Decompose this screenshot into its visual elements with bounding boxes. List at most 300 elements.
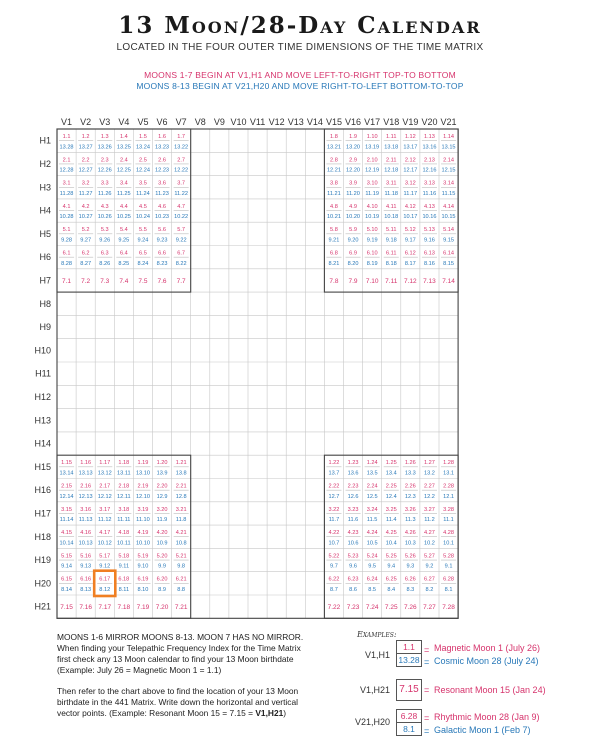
cell-v15-h15-pink: 1.22 bbox=[328, 460, 340, 467]
cell-v17-h18-pink: 4.24 bbox=[366, 530, 378, 537]
cell-v20-h18-blue: 10.2 bbox=[424, 540, 435, 547]
column-header-v16: V16 bbox=[345, 117, 362, 127]
cell-v2-h19-pink: 5.16 bbox=[80, 553, 92, 560]
cell-v17-h2-blue: 12.19 bbox=[365, 167, 380, 174]
row-header-h4: H4 bbox=[39, 205, 51, 216]
cell-v3-h16-blue: 12.12 bbox=[97, 493, 112, 500]
cell-v17-h1-pink: 1.10 bbox=[366, 134, 378, 140]
cell-v5-h17-blue: 11.10 bbox=[136, 517, 150, 524]
cell-v1-h19-blue: 9.14 bbox=[61, 563, 72, 570]
cell-v21-h21-pink: 7.28 bbox=[442, 604, 455, 612]
cell-v6-h6-pink: 6.6 bbox=[158, 250, 166, 257]
row-header-h16: H16 bbox=[34, 485, 51, 496]
cell-v15-h1-blue: 13.21 bbox=[326, 144, 341, 151]
cell-v16-h6-blue: 8.20 bbox=[347, 260, 359, 267]
cell-v2-h17-pink: 3.16 bbox=[80, 506, 92, 513]
cell-v7-h15-pink: 1.21 bbox=[175, 460, 187, 467]
cell-v6-h4-pink: 4.6 bbox=[158, 203, 166, 210]
cell-v19-h16-blue: 12.3 bbox=[404, 493, 416, 500]
cell-v18-h1-pink: 1.11 bbox=[386, 134, 397, 140]
cell-v21-h18-pink: 4.28 bbox=[443, 530, 454, 537]
cell-v19-h2-pink: 2.12 bbox=[404, 157, 416, 164]
cell-v21-h19-pink: 5.28 bbox=[443, 553, 454, 560]
cell-v15-h18-pink: 4.22 bbox=[328, 530, 340, 537]
cell-v1-h6-blue: 8.28 bbox=[61, 260, 72, 267]
cell-v20-h1-pink: 1.13 bbox=[424, 134, 435, 140]
cell-v3-h18-blue: 10.12 bbox=[97, 540, 112, 547]
cell-v19-h19-blue: 9.3 bbox=[406, 563, 415, 570]
cell-v15-h19-blue: 9.7 bbox=[330, 563, 338, 570]
cell-v18-h6-blue: 8.18 bbox=[385, 260, 397, 267]
cell-v20-h15-pink: 1.27 bbox=[424, 460, 435, 467]
column-header-v10: V10 bbox=[230, 117, 247, 127]
column-header-v19: V19 bbox=[402, 117, 419, 127]
cell-v21-h15-blue: 13.1 bbox=[443, 470, 454, 477]
cell-v2-h16-pink: 2.16 bbox=[80, 483, 92, 490]
cell-v7-h2-pink: 2.7 bbox=[177, 157, 186, 164]
cell-v18-h17-pink: 3.25 bbox=[385, 506, 397, 513]
cell-v20-h7-pink: 7.13 bbox=[423, 277, 436, 285]
instruction-text: vector points. (Example: Resonant Moon 15 = 7.15 = bbox=[57, 708, 256, 718]
cell-v7-h19-pink: 5.21 bbox=[175, 553, 187, 560]
cell-v19-h15-blue: 13.3 bbox=[404, 470, 416, 477]
cell-v18-h15-pink: 1.25 bbox=[385, 460, 397, 467]
cell-v17-h3-pink: 3.10 bbox=[366, 180, 378, 187]
cell-v3-h1-blue: 13.26 bbox=[97, 144, 112, 151]
cell-v19-h20-pink: 6.26 bbox=[404, 576, 416, 583]
cell-v7-h5-blue: 9.22 bbox=[175, 237, 187, 244]
cell-v6-h17-pink: 3.20 bbox=[156, 506, 168, 513]
cell-v16-h15-blue: 13.6 bbox=[347, 470, 359, 477]
cell-v4-h1-blue: 13.25 bbox=[116, 144, 131, 151]
cell-v4-h2-pink: 2.4 bbox=[119, 157, 128, 164]
cell-v4-h2-blue: 12.25 bbox=[116, 167, 131, 174]
cell-v5-h1-pink: 1.5 bbox=[139, 134, 147, 140]
cell-v2-h19-blue: 9.13 bbox=[80, 563, 92, 570]
cell-v18-h16-blue: 12.4 bbox=[385, 493, 397, 500]
cell-v7-h20-blue: 8.8 bbox=[177, 587, 186, 593]
cell-v19-h2-blue: 12.17 bbox=[403, 167, 418, 174]
cell-v17-h15-pink: 1.24 bbox=[366, 460, 378, 467]
example-3-box bbox=[396, 709, 422, 736]
column-header-v3: V3 bbox=[99, 117, 111, 127]
column-header-v14: V14 bbox=[306, 117, 323, 127]
cell-v5-h16-blue: 12.10 bbox=[135, 493, 150, 500]
cell-v15-h4-pink: 4.8 bbox=[330, 203, 338, 210]
cell-v17-h4-blue: 10.19 bbox=[365, 214, 380, 221]
cell-v20-h6-pink: 6.13 bbox=[424, 250, 435, 257]
cell-v2-h1-blue: 13.27 bbox=[78, 144, 93, 151]
cell-v20-h2-pink: 2.13 bbox=[424, 157, 435, 164]
column-header-v21: V21 bbox=[440, 117, 457, 127]
cell-v7-h17-blue: 11.8 bbox=[175, 517, 187, 524]
cell-v18-h6-pink: 6.11 bbox=[386, 250, 397, 257]
page-subtitle: LOCATED IN THE FOUR OUTER TIME DIMENSIONS OF THE TIME MATRIX bbox=[116, 42, 484, 53]
cell-v6-h15-pink: 1.20 bbox=[156, 460, 168, 467]
cell-v1-h4-blue: 10.28 bbox=[59, 214, 74, 221]
cell-v6-h2-pink: 2.6 bbox=[158, 157, 166, 164]
cell-v6-h1-blue: 13.23 bbox=[155, 144, 170, 151]
cell-v7-h1-blue: 13.22 bbox=[174, 144, 189, 151]
cell-v3-h4-pink: 4.3 bbox=[100, 203, 109, 210]
cell-v4-h5-pink: 5.4 bbox=[119, 227, 128, 234]
cell-v20-h18-pink: 4.27 bbox=[424, 530, 435, 537]
cell-v3-h7-pink: 7.3 bbox=[100, 277, 110, 285]
cell-v5-h15-pink: 1.19 bbox=[137, 460, 149, 467]
cell-v3-h3-blue: 11.26 bbox=[97, 190, 112, 197]
cell-v6-h18-pink: 4.20 bbox=[156, 530, 168, 537]
cell-v16-h5-blue: 9.20 bbox=[347, 237, 359, 244]
cell-v20-h16-pink: 2.27 bbox=[424, 483, 435, 490]
cell-v1-h17-pink: 3.15 bbox=[61, 506, 72, 513]
cell-v3-h1-pink: 1.3 bbox=[100, 134, 109, 140]
cell-v21-h15-pink: 1.28 bbox=[443, 460, 454, 467]
cell-v6-h3-pink: 3.6 bbox=[158, 180, 166, 187]
cell-v16-h20-blue: 8.6 bbox=[349, 587, 357, 593]
cell-v15-h17-pink: 3.22 bbox=[328, 506, 340, 513]
cell-v7-h3-blue: 11.22 bbox=[174, 190, 188, 197]
cell-v21-h7-pink: 7.14 bbox=[442, 277, 455, 285]
cell-v20-h5-pink: 5.13 bbox=[424, 227, 435, 234]
cell-v2-h16-blue: 12.13 bbox=[78, 493, 93, 500]
cell-v17-h3-blue: 11.19 bbox=[365, 190, 379, 197]
cell-v21-h20-pink: 6.28 bbox=[443, 576, 454, 583]
cell-v21-h1-pink: 1.14 bbox=[443, 134, 454, 140]
cell-v1-h4-pink: 4.1 bbox=[62, 203, 71, 210]
cell-v16-h18-blue: 10.6 bbox=[347, 540, 359, 547]
cell-v5-h7-pink: 7.5 bbox=[138, 277, 148, 285]
cell-v16-h4-pink: 4.9 bbox=[349, 203, 357, 210]
cell-v16-h7-pink: 7.9 bbox=[348, 277, 358, 285]
cell-v3-h15-pink: 1.17 bbox=[99, 460, 111, 467]
cell-v16-h18-pink: 4.23 bbox=[347, 530, 359, 537]
cell-v1-h1-blue: 13.28 bbox=[59, 144, 74, 151]
cell-v1-h2-blue: 12.28 bbox=[59, 167, 74, 174]
cell-v19-h18-pink: 4.26 bbox=[404, 530, 416, 537]
cell-v17-h18-blue: 10.5 bbox=[366, 540, 378, 547]
cell-v21-h2-blue: 12.15 bbox=[441, 167, 456, 174]
cell-v21-h3-blue: 11.15 bbox=[441, 190, 456, 197]
cell-v3-h20-blue: 8.12 bbox=[99, 587, 111, 593]
row-header-h20: H20 bbox=[34, 578, 51, 589]
cell-v5-h2-blue: 12.24 bbox=[135, 167, 150, 174]
instruction-bold-vector: V1,H21 bbox=[255, 708, 284, 718]
cell-v19-h15-pink: 1.26 bbox=[404, 460, 416, 467]
cell-v16-h17-blue: 11.6 bbox=[347, 517, 359, 524]
cell-v17-h6-pink: 6.10 bbox=[366, 250, 378, 257]
column-header-v8: V8 bbox=[194, 117, 206, 127]
row-header-h2: H2 bbox=[39, 158, 51, 169]
example-3-bottom: 8.1 bbox=[403, 724, 415, 734]
cell-v5-h4-blue: 10.24 bbox=[135, 214, 150, 221]
cell-v15-h1-pink: 1.8 bbox=[330, 134, 338, 140]
cell-v5-h19-pink: 5.19 bbox=[137, 553, 149, 560]
cell-v2-h1-pink: 1.2 bbox=[81, 134, 90, 140]
cell-v1-h3-pink: 3.1 bbox=[62, 180, 71, 187]
cell-v19-h5-pink: 5.12 bbox=[404, 227, 416, 234]
cell-v5-h3-blue: 11.24 bbox=[136, 190, 150, 197]
cell-v17-h20-blue: 8.5 bbox=[368, 587, 377, 593]
instruction-line bbox=[57, 708, 347, 719]
cell-v3-h16-pink: 2.17 bbox=[99, 483, 111, 490]
cell-v2-h4-pink: 4.2 bbox=[81, 203, 90, 210]
cell-v2-h15-pink: 1.16 bbox=[80, 460, 92, 467]
cell-v15-h4-blue: 10.21 bbox=[326, 214, 341, 221]
example-3-label: V21,H20 bbox=[354, 717, 390, 727]
cell-v18-h2-pink: 2.11 bbox=[386, 157, 397, 164]
cell-v6-h1-pink: 1.6 bbox=[158, 134, 166, 140]
cell-v15-h5-blue: 9.21 bbox=[328, 237, 340, 244]
cell-v17-h20-pink: 6.24 bbox=[366, 576, 378, 583]
example-1-label: V1,H1 bbox=[364, 650, 390, 660]
cell-v5-h20-blue: 8.10 bbox=[137, 587, 149, 593]
cell-v19-h19-pink: 5.26 bbox=[404, 553, 416, 560]
cell-v18-h5-blue: 9.18 bbox=[385, 237, 397, 244]
row-header-h11: H11 bbox=[35, 368, 51, 379]
cell-v17-h2-pink: 2.10 bbox=[366, 157, 378, 164]
example-1-eq-bottom: = bbox=[424, 657, 430, 667]
row-header-h21: H21 bbox=[34, 601, 51, 612]
example-1-desc-top: Magnetic Moon 1 (July 26) bbox=[434, 643, 541, 653]
row-header-h6: H6 bbox=[39, 252, 51, 263]
cell-v5-h1-blue: 13.24 bbox=[135, 144, 150, 151]
cell-v2-h18-pink: 4.16 bbox=[80, 530, 92, 537]
note-moons-8-13: MOONS 8-13 BEGIN AT V21,H20 AND MOVE RIGHT-TO-LEFT BOTTOM-TO-TOP bbox=[136, 81, 464, 91]
column-header-v20: V20 bbox=[421, 117, 438, 127]
cell-v20-h15-blue: 13.2 bbox=[424, 470, 435, 477]
cell-v4-h18-pink: 4.18 bbox=[118, 530, 130, 537]
column-header-v6: V6 bbox=[156, 117, 168, 127]
cell-v4-h6-pink: 6.4 bbox=[119, 250, 128, 257]
cell-v17-h21-pink: 7.24 bbox=[365, 604, 379, 612]
cell-v2-h17-blue: 11.13 bbox=[78, 517, 93, 524]
cell-v19-h6-blue: 8.17 bbox=[404, 260, 416, 267]
cell-v17-h19-pink: 5.24 bbox=[366, 553, 378, 560]
cell-v1-h5-pink: 5.1 bbox=[62, 227, 71, 234]
example-2-label: V1,H21 bbox=[359, 685, 390, 695]
cell-v4-h17-pink: 3.18 bbox=[118, 506, 130, 513]
cell-v7-h2-blue: 12.22 bbox=[174, 167, 189, 174]
example-3-eq-top: = bbox=[424, 713, 430, 723]
cell-v5-h5-blue: 9.24 bbox=[137, 237, 149, 244]
cell-v20-h5-blue: 9.16 bbox=[424, 237, 435, 244]
cell-v1-h6-pink: 6.1 bbox=[62, 250, 71, 257]
cell-v16-h21-pink: 7.23 bbox=[346, 604, 360, 612]
cell-v2-h5-pink: 5.2 bbox=[81, 227, 90, 234]
cell-v2-h7-pink: 7.2 bbox=[81, 277, 91, 285]
cell-v18-h21-pink: 7.25 bbox=[384, 604, 398, 612]
cell-v19-h21-pink: 7.26 bbox=[404, 604, 417, 612]
cell-v4-h15-blue: 13.11 bbox=[117, 470, 131, 477]
cell-v21-h1-blue: 13.15 bbox=[441, 144, 456, 151]
cell-v15-h2-blue: 12.21 bbox=[326, 167, 341, 174]
cell-v21-h17-blue: 11.1 bbox=[443, 517, 454, 524]
note-moons-1-7: MOONS 1-7 BEGIN AT V1,H1 AND MOVE LEFT-TO-RIGHT TOP-TO BOTTOM bbox=[144, 70, 456, 80]
cell-v17-h15-blue: 13.5 bbox=[366, 470, 378, 477]
example-3-top: 6.28 bbox=[397, 710, 421, 723]
row-header-h14: H14 bbox=[34, 438, 51, 449]
cell-v15-h20-blue: 8.7 bbox=[330, 587, 338, 593]
cell-v3-h19-pink: 5.17 bbox=[99, 553, 111, 560]
cell-v21-h20-blue: 8.1 bbox=[444, 587, 453, 593]
cell-v5-h21-pink: 7.19 bbox=[136, 604, 150, 612]
instruction-line: When finding your Telepathic Frequency Index for the Time Matrix bbox=[57, 643, 301, 653]
cell-v6-h2-blue: 12.23 bbox=[155, 167, 170, 174]
cell-v16-h15-pink: 1.23 bbox=[347, 460, 359, 467]
cell-v15-h19-pink: 5.22 bbox=[328, 553, 340, 560]
cell-v1-h16-pink: 2.15 bbox=[61, 483, 72, 490]
cell-v5-h18-blue: 10.10 bbox=[135, 540, 150, 547]
instruction-line: (Example: July 26 = Magnetic Moon 1 = 1.1) bbox=[57, 665, 222, 675]
cell-v1-h20-pink: 6.15 bbox=[61, 576, 72, 583]
cell-v6-h3-blue: 11.23 bbox=[155, 190, 169, 197]
column-header-v2: V2 bbox=[80, 117, 92, 127]
instruction-line: birthdate in the 441 Matrix. Write down the horizontal and vertical bbox=[57, 697, 298, 707]
example-1-eq-top: = bbox=[424, 645, 430, 655]
cell-v21-h18-blue: 10.1 bbox=[443, 540, 454, 547]
cell-v7-h20-pink: 6.21 bbox=[175, 576, 187, 583]
cell-v21-h4-pink: 4.14 bbox=[443, 203, 454, 210]
cell-v16-h1-pink: 1.9 bbox=[349, 134, 357, 140]
cell-v6-h19-pink: 5.20 bbox=[156, 553, 168, 560]
cell-v18-h2-blue: 12.18 bbox=[384, 167, 399, 174]
column-header-v18: V18 bbox=[383, 117, 400, 127]
cell-v20-h4-blue: 10.16 bbox=[422, 214, 437, 221]
cell-v16-h17-pink: 3.23 bbox=[347, 506, 359, 513]
cell-v4-h5-blue: 9.25 bbox=[118, 237, 130, 244]
cell-v6-h6-blue: 8.23 bbox=[156, 260, 168, 267]
cell-v3-h15-blue: 13.12 bbox=[97, 470, 112, 477]
column-header-v7: V7 bbox=[175, 117, 187, 127]
cell-v6-h17-blue: 11.9 bbox=[156, 517, 168, 524]
cell-v15-h16-blue: 12.7 bbox=[328, 493, 340, 500]
cell-v16-h19-pink: 5.23 bbox=[347, 553, 359, 560]
cell-v19-h17-blue: 11.3 bbox=[405, 517, 416, 524]
cell-v17-h5-pink: 5.10 bbox=[366, 227, 378, 234]
example-2-eq: = bbox=[424, 685, 430, 695]
cell-v19-h18-blue: 10.3 bbox=[404, 540, 416, 547]
cell-v1-h19-pink: 5.15 bbox=[61, 553, 72, 560]
cell-v4-h17-blue: 11.11 bbox=[117, 517, 131, 524]
cell-v15-h3-pink: 3.8 bbox=[330, 180, 338, 187]
cell-v4-h19-blue: 9.11 bbox=[118, 563, 130, 570]
cell-v1-h15-pink: 1.15 bbox=[61, 460, 72, 467]
cell-v5-h19-blue: 9.10 bbox=[137, 563, 149, 570]
cell-v3-h3-pink: 3.3 bbox=[100, 180, 109, 187]
example-1-desc-bottom: Cosmic Moon 28 (July 24) bbox=[434, 656, 539, 666]
cell-v21-h16-blue: 12.1 bbox=[443, 493, 454, 500]
cell-v18-h3-blue: 11.18 bbox=[384, 190, 399, 197]
row-header-h13: H13 bbox=[34, 415, 51, 426]
cell-v20-h19-pink: 5.27 bbox=[424, 553, 435, 560]
cell-v1-h17-blue: 11.14 bbox=[59, 517, 74, 524]
example-2-desc: Resonant Moon 15 (Jan 24) bbox=[434, 685, 546, 695]
cell-v4-h6-blue: 8.25 bbox=[118, 260, 130, 267]
cell-v18-h1-blue: 13.18 bbox=[384, 144, 399, 151]
cell-v2-h2-blue: 12.27 bbox=[78, 167, 93, 174]
cell-v18-h7-pink: 7.11 bbox=[385, 277, 398, 285]
cell-v18-h18-blue: 10.4 bbox=[385, 540, 397, 547]
cell-v6-h19-blue: 9.9 bbox=[158, 563, 166, 570]
cell-v7-h1-pink: 1.7 bbox=[177, 134, 186, 140]
cell-v15-h17-blue: 11.7 bbox=[328, 517, 340, 524]
cell-v4-h4-pink: 4.4 bbox=[119, 203, 128, 210]
cell-v17-h4-pink: 4.10 bbox=[366, 203, 378, 210]
cell-v16-h16-pink: 2.23 bbox=[347, 483, 359, 490]
row-header-h15: H15 bbox=[34, 461, 51, 472]
cell-v6-h16-pink: 2.20 bbox=[156, 483, 168, 490]
cell-v20-h17-pink: 3.27 bbox=[424, 506, 435, 513]
example-3-eq-bottom: = bbox=[424, 726, 430, 736]
example-2-top: 7.15 bbox=[399, 684, 419, 695]
example-1-bottom: 13.28 bbox=[398, 655, 420, 665]
cell-v4-h20-blue: 8.11 bbox=[118, 587, 130, 593]
cell-v16-h2-blue: 12.20 bbox=[346, 167, 361, 174]
cell-v7-h15-blue: 13.8 bbox=[175, 470, 187, 477]
row-header-h9: H9 bbox=[39, 322, 51, 333]
row-header-h8: H8 bbox=[39, 298, 51, 309]
instruction-line: MOONS 1-6 MIRROR MOONS 8-13. MOON 7 HAS NO MIRROR. bbox=[57, 632, 304, 642]
cell-v19-h1-blue: 13.17 bbox=[403, 144, 418, 151]
cell-v20-h3-pink: 3.13 bbox=[424, 180, 435, 187]
cell-v19-h20-blue: 8.3 bbox=[406, 587, 415, 593]
cell-v17-h16-blue: 12.5 bbox=[366, 493, 378, 500]
cell-v1-h5-blue: 9.28 bbox=[61, 237, 72, 244]
cell-v6-h21-pink: 7.20 bbox=[155, 604, 169, 612]
cell-v7-h16-blue: 12.8 bbox=[175, 493, 187, 500]
cell-v20-h16-blue: 12.2 bbox=[424, 493, 435, 500]
cell-v3-h19-blue: 9.12 bbox=[99, 563, 111, 570]
cell-v3-h6-blue: 8.26 bbox=[99, 260, 111, 267]
cell-v6-h16-blue: 12.9 bbox=[156, 493, 168, 500]
cell-v6-h4-blue: 10.23 bbox=[155, 214, 170, 221]
example-3-desc-top: Rhythmic Moon 28 (Jan 9) bbox=[434, 712, 540, 722]
cell-v7-h7-pink: 7.7 bbox=[176, 277, 186, 285]
cell-v19-h16-pink: 2.26 bbox=[404, 483, 416, 490]
cell-v3-h20-pink: 6.17 bbox=[99, 576, 111, 583]
cell-v7-h19-blue: 9.8 bbox=[177, 563, 186, 570]
cell-v4-h3-pink: 3.4 bbox=[119, 180, 128, 187]
cell-v5-h5-pink: 5.5 bbox=[139, 227, 147, 234]
column-header-v12: V12 bbox=[268, 117, 285, 127]
cell-v4-h15-pink: 1.18 bbox=[118, 460, 130, 467]
cell-v1-h15-blue: 13.14 bbox=[59, 470, 74, 477]
row-header-h7: H7 bbox=[39, 275, 51, 286]
cell-v20-h19-blue: 9.2 bbox=[425, 563, 434, 570]
cell-v18-h4-pink: 4.11 bbox=[386, 203, 397, 210]
cell-v19-h7-pink: 7.12 bbox=[404, 277, 417, 285]
cell-v6-h7-pink: 7.6 bbox=[157, 277, 167, 285]
cell-v1-h18-blue: 10.14 bbox=[59, 540, 74, 547]
cell-v4-h20-pink: 6.18 bbox=[118, 576, 130, 583]
cell-v15-h6-blue: 8.21 bbox=[328, 260, 340, 267]
cell-v16-h16-blue: 12.6 bbox=[347, 493, 359, 500]
cell-v3-h5-pink: 5.3 bbox=[100, 227, 109, 234]
cell-v21-h5-blue: 9.15 bbox=[443, 237, 454, 244]
cell-v3-h2-pink: 2.3 bbox=[100, 157, 109, 164]
cell-v18-h18-pink: 4.25 bbox=[385, 530, 397, 537]
cell-v2-h20-pink: 6.16 bbox=[80, 576, 92, 583]
cell-v16-h1-blue: 13.20 bbox=[346, 144, 361, 151]
cell-v15-h2-pink: 2.8 bbox=[330, 157, 338, 164]
row-header-h3: H3 bbox=[39, 182, 51, 193]
cell-v2-h2-pink: 2.2 bbox=[81, 157, 90, 164]
row-header-h5: H5 bbox=[39, 228, 51, 239]
cell-v4-h16-pink: 2.18 bbox=[118, 483, 130, 490]
cell-v3-h6-pink: 6.3 bbox=[100, 250, 109, 257]
cell-v20-h3-blue: 11.16 bbox=[422, 190, 437, 197]
cell-v5-h2-pink: 2.5 bbox=[139, 157, 147, 164]
